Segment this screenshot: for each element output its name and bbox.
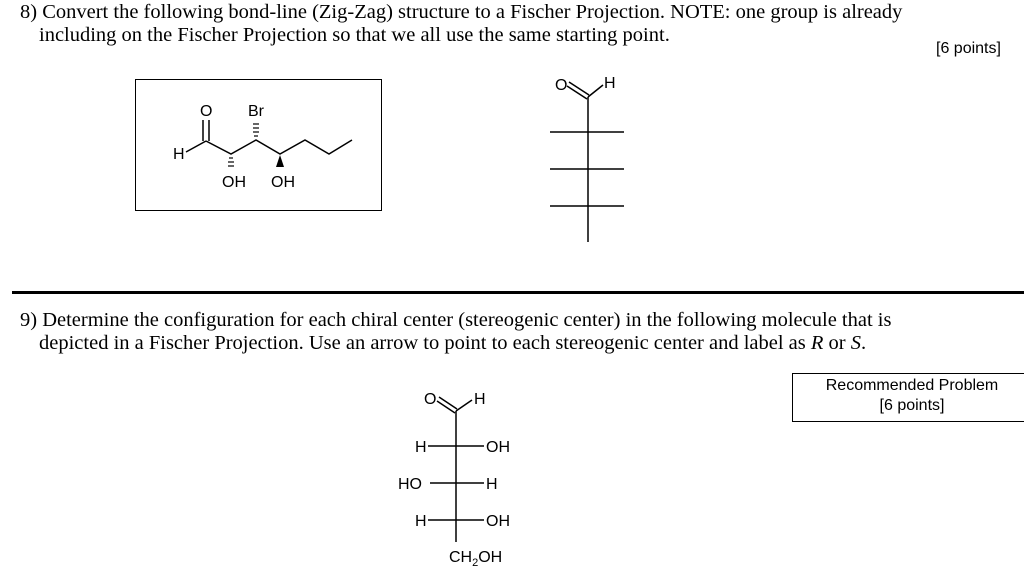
fischer-co-bond-a [437, 401, 455, 413]
row-2-right-label: H [486, 476, 498, 493]
recommended-label: Recommended Problem [825, 377, 999, 394]
s-label: S [850, 332, 861, 354]
fischer-aldehyde-h-label: H [474, 391, 486, 408]
question-9-line1: 9) Determine the configuration for each chiral center (stereogenic center) in the following molecule that is [20, 309, 892, 331]
question-8-line2: including on the Fischer Projection so that we all use the same starting point. [39, 24, 670, 46]
recommended-points: [6 points] [879, 397, 945, 414]
question-8-points: [6 points] [936, 40, 1001, 57]
question-8-line1: 8) Convert the following bond-line (Zig-Zag) structure to a Fischer Projection. NOTE: one group is already [20, 1, 903, 23]
row-2-left-label: HO [398, 476, 422, 493]
fischer-top-o-label: O [555, 77, 568, 94]
row-1-left-label: H [415, 439, 427, 456]
fischer-o-label: O [424, 391, 437, 408]
row-3-left-label: H [415, 513, 427, 530]
aldehyde-h-label: H [173, 146, 185, 163]
r-label: R [810, 332, 824, 354]
fischer-top-h-label: H [604, 75, 616, 92]
row-1-right-label: OH [486, 439, 510, 456]
fischer-ch-bond [456, 400, 472, 411]
row-3-right-label: OH [486, 513, 510, 530]
oh-label-1: OH [222, 174, 246, 191]
fischer-co-bond-b [439, 397, 457, 409]
carbonyl-o-label: O [200, 103, 213, 120]
question-9-line2: depicted in a Fischer Projection. Use an arrow to point to each stereogenic center and label as R or S. [39, 332, 867, 354]
oh-label-2: OH [271, 174, 295, 191]
bottom-ch2oh-label: $CH_2OH$ [449, 549, 503, 569]
br-label: Br [248, 103, 264, 120]
